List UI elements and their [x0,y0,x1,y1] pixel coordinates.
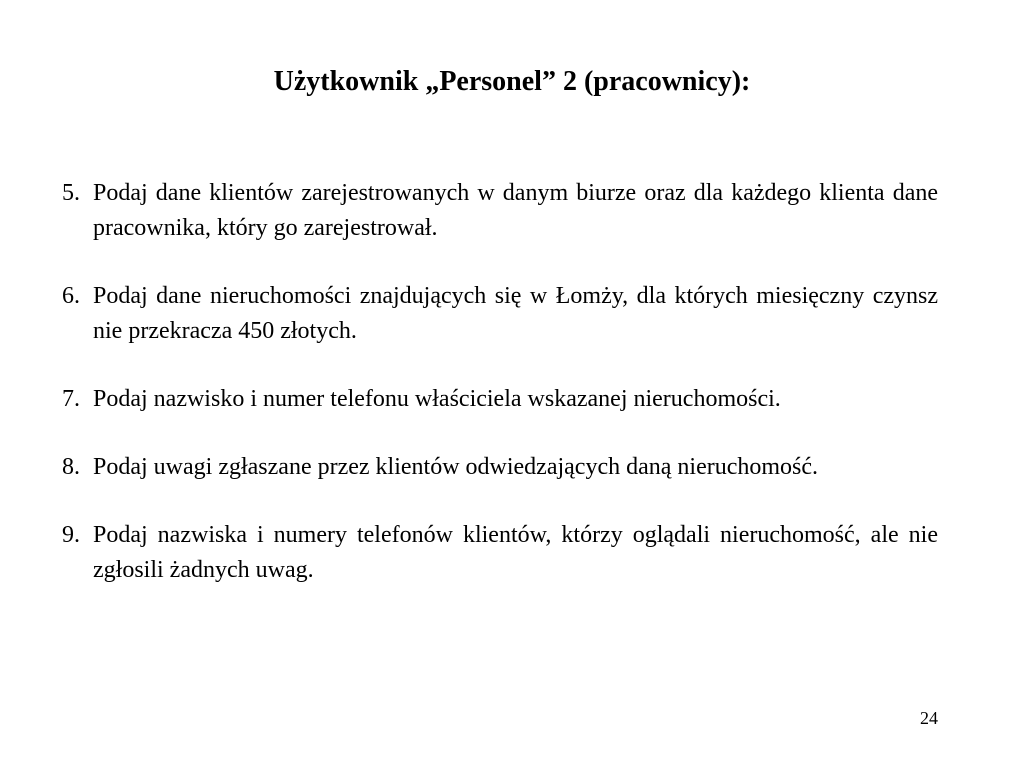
list-item [62,382,938,417]
list-item-number: 5. [62,180,80,206]
list-item-number: 8. [62,454,80,480]
list-item [62,450,938,485]
list-item-text: Podaj nazwiska i numery telefonów klientów, którzy oglądali nieruchomość, ale nie zgłosili żadnych uwag. [93,522,938,583]
list-item-text: Podaj dane nieruchomości znajdujących się w Łomży, dla których miesięczny czynsz nie przekracza 450 złotych. [93,283,938,344]
list-item-text: Podaj uwagi zgłaszane przez klientów odwiedzających daną nieruchomość. [93,454,819,480]
list-item [62,176,938,246]
list-item-number: 9. [62,522,80,548]
list-item-number: 6. [62,283,80,309]
list-item-number: 7. [62,386,80,412]
page-number: 24 [920,708,938,728]
list-item-text: Podaj nazwisko i numer telefonu właściciela wskazanej nieruchomości. [93,386,781,412]
slide-title: Użytkownik „Personel” 2 (pracownicy): [273,66,751,97]
list-item [62,518,938,588]
list-item-text: Podaj dane klientów zarejestrowanych w danym biurze oraz dla każdego klienta dane pracownika, który go zarejestrował. [93,180,938,241]
list-item [62,279,938,349]
task-list [62,176,938,621]
